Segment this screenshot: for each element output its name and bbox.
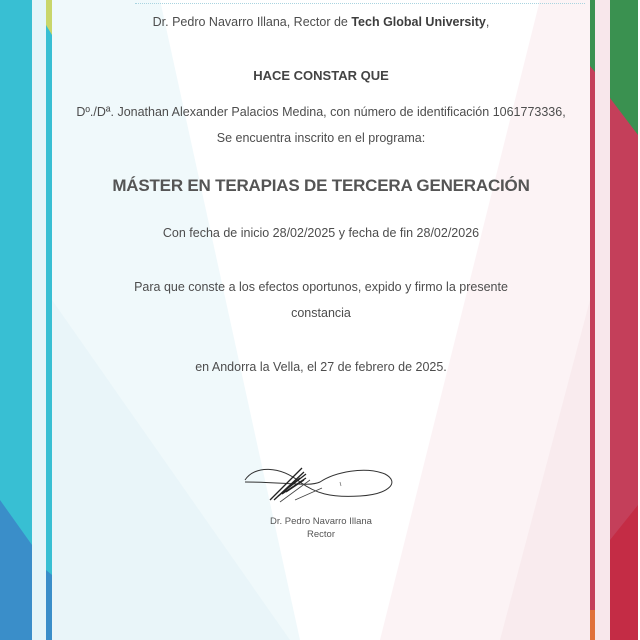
- certifies-heading: HACE CONSTAR QUE: [253, 68, 389, 83]
- intro-line: [52, 15, 590, 29]
- intro-suffix: ,: [485, 15, 490, 29]
- certificate-body: [52, 0, 590, 640]
- institution-name: Tech Global University: [351, 15, 486, 29]
- closing-line-2: constancia: [291, 306, 351, 320]
- place-date-line: en Andorra la Vella, el 27 de febrero de 2025.: [195, 360, 447, 374]
- signatory-name: Dr. Pedro Navarro Illana: [270, 516, 372, 527]
- intro-prefix: Dr. Pedro Navarro Illana, Rector de: [152, 15, 352, 29]
- dates-line: Con fecha de inicio 28/02/2025 y fecha de fin 28/02/2026: [162, 226, 480, 240]
- student-line: Dº./Dª. Jonathan Alexander Palacios Medina, con número de identificación 1061773336,: [76, 105, 566, 119]
- program-title: MÁSTER EN TERAPIAS DE TERCERA GENERACIÓN: [112, 176, 530, 195]
- closing-line-1: Para que conste a los efectos oportunos, expido y firmo la presente: [134, 280, 508, 294]
- signature-image: [240, 460, 400, 510]
- enrolled-line: Se encuentra inscrito en el programa:: [216, 131, 426, 145]
- signatory-role: Rector: [307, 529, 335, 540]
